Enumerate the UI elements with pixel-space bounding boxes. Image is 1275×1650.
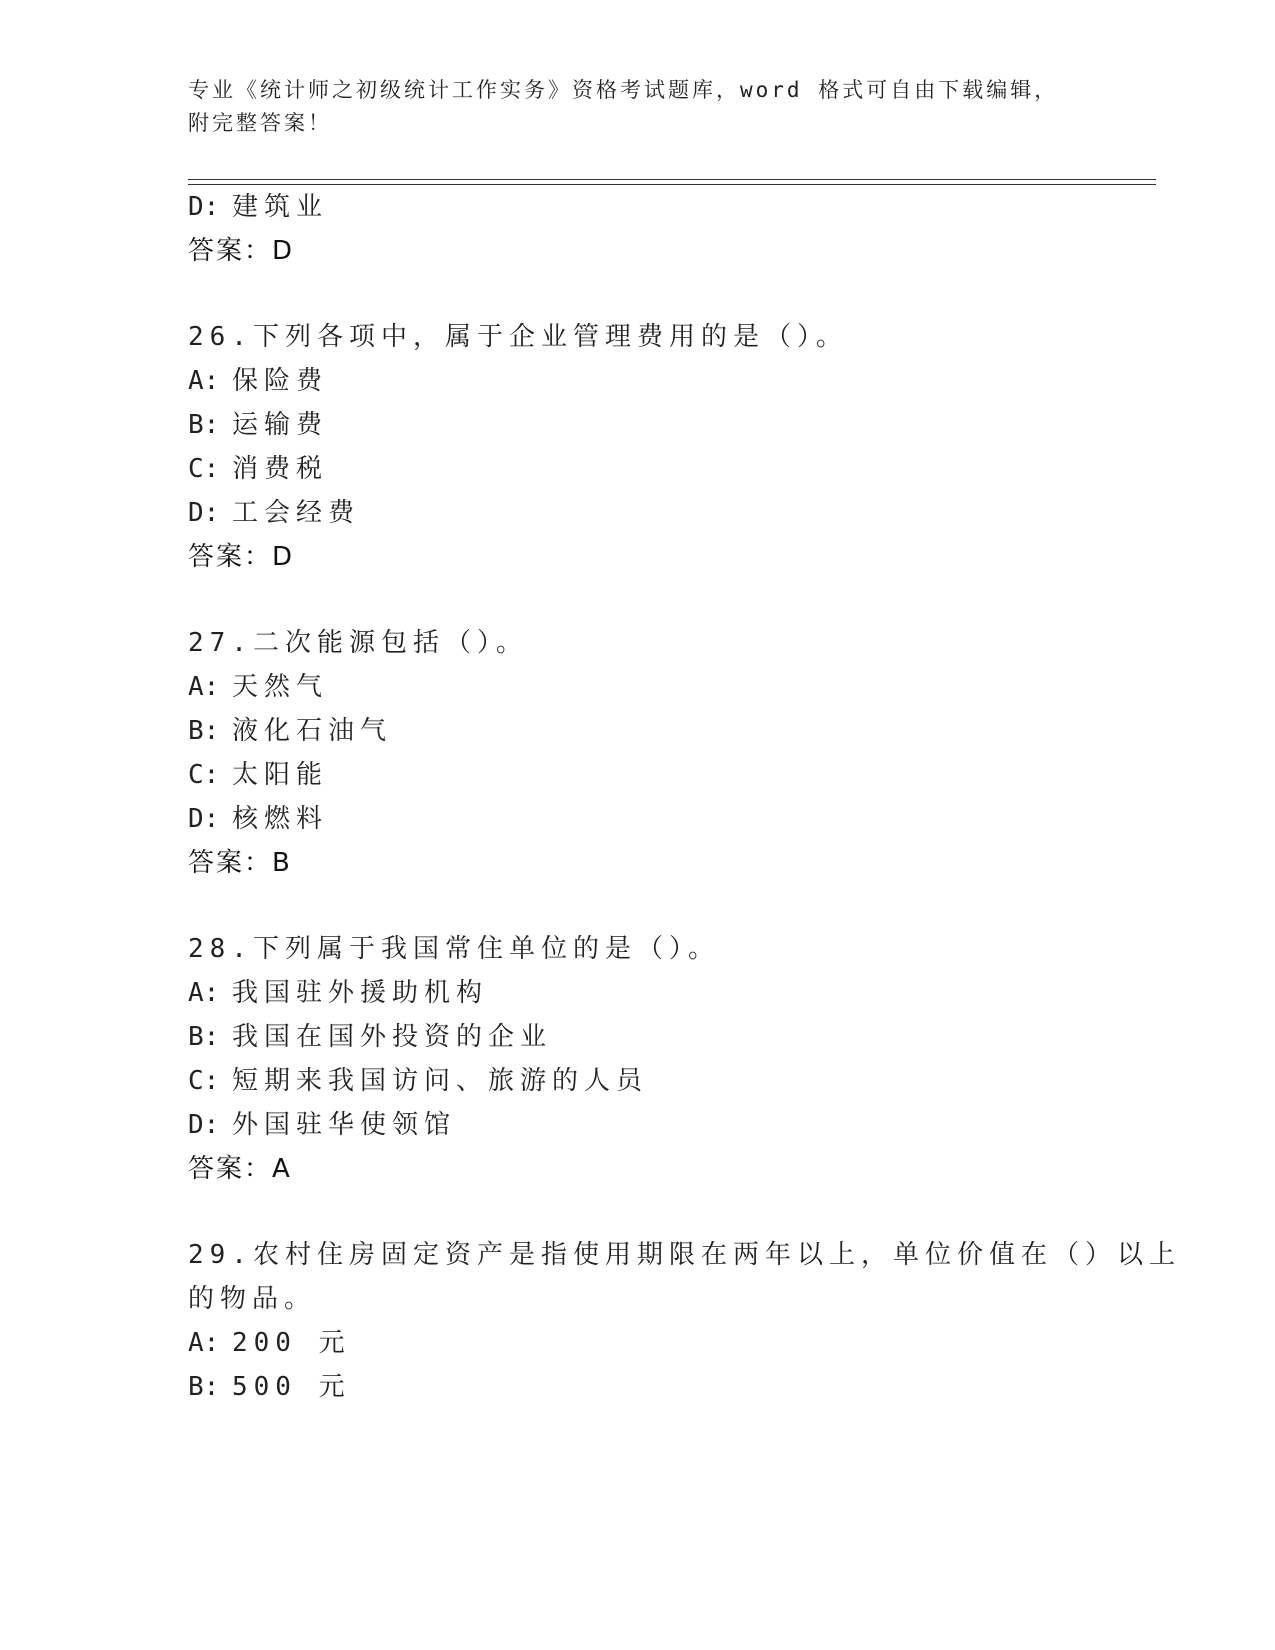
option-text: 运输费: [232, 410, 329, 440]
header-divider-bottom: [188, 184, 1156, 185]
option-text: 太阳能: [232, 760, 329, 790]
option-key: A:: [188, 1328, 220, 1358]
question-26-option-b: [188, 408, 328, 442]
question-29-option-a: [188, 1326, 351, 1360]
option-key: A:: [188, 366, 220, 396]
question-28-option-b: [188, 1020, 552, 1054]
document-header: [188, 74, 1088, 140]
option-text: 200 元: [232, 1328, 351, 1358]
option-key: D:: [188, 804, 220, 834]
option-key: C:: [188, 454, 220, 484]
option-key: B:: [188, 1022, 220, 1052]
answer-line: 答案：D: [188, 236, 295, 266]
option-text: 天然气: [232, 672, 329, 702]
option-key: D:: [188, 192, 220, 222]
option-text: 我国在国外投资的企业: [232, 1022, 553, 1052]
question-29-line-1: 29.农村住房固定资产是指使用期限在两年以上，单位价值在（）以上: [188, 1240, 1181, 1270]
header-line-2: 附完整答案！: [188, 111, 332, 135]
question-27-option-d: [188, 802, 328, 836]
option-key: C:: [188, 760, 220, 790]
question-28: 28.下列属于我国常住单位的是（）。: [188, 934, 720, 964]
question-27: 27.二次能源包括（）。: [188, 628, 528, 658]
option-text: 核燃料: [232, 804, 329, 834]
question-27-option-a: [188, 670, 328, 704]
option-key: A:: [188, 672, 220, 702]
option-text: 保险费: [232, 366, 329, 396]
question-26-option-c: [188, 452, 328, 486]
option-key: A:: [188, 978, 220, 1008]
question-28-option-c: [188, 1064, 648, 1098]
option-text: 外国驻华使领馆: [232, 1110, 457, 1140]
option-text: 液化石油气: [232, 716, 393, 746]
option-key: B:: [188, 410, 220, 440]
option-key: B:: [188, 716, 220, 746]
question-27-option-b: [188, 714, 392, 748]
option-key: D:: [188, 1110, 220, 1140]
option-key: B:: [188, 1372, 220, 1402]
option-text: 工会经费: [232, 498, 361, 528]
question-26-option-a: [188, 364, 328, 398]
option-text: 500 元: [232, 1372, 351, 1402]
question-26: 26.下列各项中，属于企业管理费用的是（）。: [188, 322, 848, 352]
question-26-answer: 答案：D: [188, 542, 295, 572]
question-27-answer: 答案：B: [188, 848, 292, 878]
question-28-option-d: [188, 1108, 456, 1142]
option-key: D:: [188, 498, 220, 528]
question-29-line-2: 的物品。: [188, 1284, 317, 1314]
option-text: 消费税: [232, 454, 329, 484]
question-28-answer: 答案：A: [188, 1154, 292, 1184]
header-divider-top: [188, 179, 1156, 180]
option-text: 建筑业: [232, 192, 329, 222]
question-29-option-b: [188, 1370, 351, 1404]
option-text: 我国驻外援助机构: [232, 978, 489, 1008]
question-28-option-a: [188, 976, 488, 1010]
header-line-1: 专业《统计师之初级统计工作实务》资格考试题库，word 格式可自由下载编辑，: [188, 78, 1059, 102]
question-27-option-c: [188, 758, 328, 792]
option-key: C:: [188, 1066, 220, 1096]
question-26-option-d: [188, 496, 360, 530]
option-text: 短期来我国访问、旅游的人员: [232, 1066, 649, 1096]
option-d: [188, 190, 328, 224]
